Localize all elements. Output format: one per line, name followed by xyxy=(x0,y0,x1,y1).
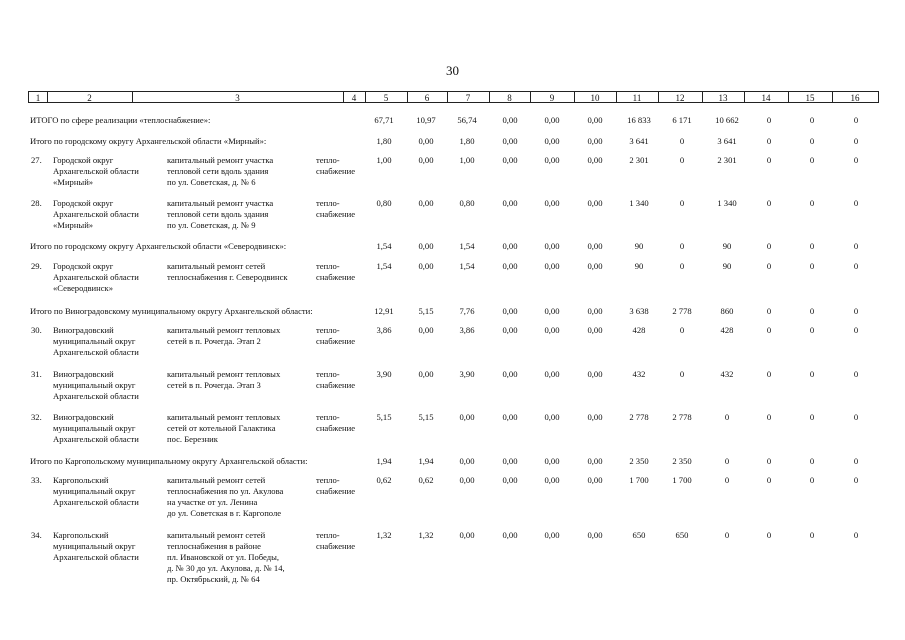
value-cell: 0,00 xyxy=(544,325,560,335)
value-cell: 3,86 xyxy=(376,325,392,335)
total-row-label: Итого по городскому округу Архангельской области «Мирный»: xyxy=(30,136,267,146)
value-cell: 0,00 xyxy=(587,198,603,208)
value-cell: 0 xyxy=(766,241,772,251)
sphere-cell: тепло- снабжение xyxy=(316,412,356,433)
value-cell: 3,90 xyxy=(459,369,475,379)
work-description-cell: капитальный ремонт сетей теплоснабжения в районе пл. Ивановской от ул. Победы, д. № 30 до ул. Акулова, д. № 14, пр. Октябрьский, д. № 64 xyxy=(167,530,285,584)
page-number: 30 xyxy=(446,63,459,78)
value-cell: 0,00 xyxy=(544,412,560,422)
municipality-cell: Городской округ Архангельской области «Северодвинск» xyxy=(53,261,139,293)
sphere-cell: тепло- снабжение xyxy=(316,198,356,219)
value-cell: 1,54 xyxy=(376,241,392,251)
value-cell: 0,00 xyxy=(544,475,560,485)
value-cell: 0 xyxy=(679,261,685,271)
row-number: 31. xyxy=(31,369,42,379)
value-cell: 0 xyxy=(766,412,772,422)
municipality-cell: Городской округ Архангельской области «Мирный» xyxy=(53,155,139,187)
sphere-cell: тепло- снабжение xyxy=(316,369,356,390)
header-cell: 10 xyxy=(574,91,617,103)
value-cell: 0,00 xyxy=(418,136,434,146)
value-cell: 0,62 xyxy=(418,475,434,485)
value-cell: 0,00 xyxy=(418,198,434,208)
work-description-cell: капитальный ремонт тепловых сетей в п. Рочегда. Этап 2 xyxy=(167,325,281,346)
value-cell: 0 xyxy=(853,241,859,251)
value-cell: 2 778 xyxy=(672,306,692,316)
row-number: 29. xyxy=(31,261,42,271)
value-cell: 2 350 xyxy=(672,456,692,466)
value-cell: 0,62 xyxy=(376,475,392,485)
value-cell: 10 662 xyxy=(715,115,739,125)
row-number: 27. xyxy=(31,155,42,165)
sphere-cell: тепло- снабжение xyxy=(316,325,356,346)
value-cell: 860 xyxy=(720,306,734,316)
municipality-cell: Виноградовский муниципальный округ Архангельской области xyxy=(53,369,139,401)
value-cell: 0,00 xyxy=(418,261,434,271)
value-cell: 0,00 xyxy=(544,261,560,271)
value-cell: 0 xyxy=(853,306,859,316)
header-cell: 4 xyxy=(343,91,366,103)
value-cell: 56,74 xyxy=(457,115,477,125)
value-cell: 0,00 xyxy=(502,412,518,422)
value-cell: 0 xyxy=(679,155,685,165)
value-cell: 0 xyxy=(724,475,730,485)
value-cell: 1 700 xyxy=(672,475,692,485)
value-cell: 0,00 xyxy=(502,325,518,335)
value-cell: 0,00 xyxy=(502,136,518,146)
value-cell: 0 xyxy=(679,241,685,251)
value-cell: 0,00 xyxy=(587,369,603,379)
value-cell: 10,97 xyxy=(416,115,436,125)
value-cell: 0,00 xyxy=(459,412,475,422)
value-cell: 0 xyxy=(809,412,815,422)
value-cell: 0,00 xyxy=(502,155,518,165)
value-cell: 0 xyxy=(853,369,859,379)
header-cell: 14 xyxy=(744,91,789,103)
value-cell: 90 xyxy=(634,241,644,251)
total-row-label: Итого по городскому округу Архангельской области «Северодвинск»: xyxy=(30,241,287,251)
value-cell: 0 xyxy=(853,530,859,540)
value-cell: 0 xyxy=(809,530,815,540)
value-cell: 90 xyxy=(722,241,732,251)
value-cell: 1,94 xyxy=(418,456,434,466)
value-cell: 0 xyxy=(766,325,772,335)
work-description-cell: капитальный ремонт сетей теплоснабжения по ул. Акулова на участке от ул. Ленина до ул. Советская в г. Каргополе xyxy=(167,475,284,518)
work-description-cell: капитальный ремонт сетей теплоснабжения г. Северодвинск xyxy=(167,261,288,282)
municipality-cell: Городской округ Архангельской области «Мирный» xyxy=(53,198,139,230)
municipality-cell: Виноградовский муниципальный округ Архангельской области xyxy=(53,412,139,444)
value-cell: 1,94 xyxy=(376,456,392,466)
value-cell: 0,00 xyxy=(502,261,518,271)
value-cell: 0 xyxy=(853,198,859,208)
value-cell: 0,00 xyxy=(544,456,560,466)
value-cell: 432 xyxy=(720,369,734,379)
municipality-cell: Виноградовский муниципальный округ Архангельской области xyxy=(53,325,139,357)
value-cell: 0,00 xyxy=(544,241,560,251)
value-cell: 0,00 xyxy=(502,198,518,208)
value-cell: 0 xyxy=(679,136,685,146)
value-cell: 0 xyxy=(809,198,815,208)
value-cell: 0,00 xyxy=(544,369,560,379)
value-cell: 0 xyxy=(809,136,815,146)
header-cell: 2 xyxy=(47,91,133,103)
value-cell: 0,00 xyxy=(587,155,603,165)
value-cell: 650 xyxy=(675,530,689,540)
header-cell: 13 xyxy=(702,91,745,103)
value-cell: 2 778 xyxy=(672,412,692,422)
value-cell: 0,00 xyxy=(544,115,560,125)
header-cell: 7 xyxy=(447,91,490,103)
value-cell: 0,00 xyxy=(418,241,434,251)
value-cell: 0 xyxy=(809,241,815,251)
value-cell: 0,00 xyxy=(544,155,560,165)
value-cell: 650 xyxy=(632,530,646,540)
value-cell: 0 xyxy=(853,155,859,165)
total-row-label: ИТОГО по сфере реализации «теплоснабжение»: xyxy=(30,115,211,125)
value-cell: 67,71 xyxy=(374,115,394,125)
value-cell: 0 xyxy=(766,530,772,540)
value-cell: 0 xyxy=(766,475,772,485)
header-cell: 16 xyxy=(832,91,879,103)
value-cell: 3,90 xyxy=(376,369,392,379)
value-cell: 0,00 xyxy=(502,456,518,466)
value-cell: 0,80 xyxy=(376,198,392,208)
value-cell: 0 xyxy=(809,456,815,466)
value-cell: 0 xyxy=(679,369,685,379)
value-cell: 2 350 xyxy=(629,456,649,466)
value-cell: 0,00 xyxy=(587,261,603,271)
value-cell: 0,00 xyxy=(502,475,518,485)
value-cell: 2 778 xyxy=(629,412,649,422)
header-cell: 9 xyxy=(530,91,575,103)
value-cell: 0,00 xyxy=(587,456,603,466)
total-row-label: Итого по Каргопольскому муниципальному округу Архангельской области: xyxy=(30,456,308,466)
value-cell: 0,00 xyxy=(544,306,560,316)
value-cell: 5,15 xyxy=(418,412,434,422)
value-cell: 0,00 xyxy=(418,369,434,379)
row-number: 32. xyxy=(31,412,42,422)
row-number: 33. xyxy=(31,475,42,485)
value-cell: 0 xyxy=(766,261,772,271)
value-cell: 0,00 xyxy=(459,456,475,466)
value-cell: 0 xyxy=(766,155,772,165)
value-cell: 1,54 xyxy=(459,241,475,251)
value-cell: 0,00 xyxy=(587,136,603,146)
value-cell: 1,00 xyxy=(376,155,392,165)
value-cell: 0,00 xyxy=(587,241,603,251)
sphere-cell: тепло- снабжение xyxy=(316,155,356,176)
value-cell: 0,00 xyxy=(587,530,603,540)
value-cell: 0 xyxy=(679,325,685,335)
value-cell: 0 xyxy=(853,325,859,335)
value-cell: 0 xyxy=(766,369,772,379)
value-cell: 0,00 xyxy=(587,325,603,335)
value-cell: 0,00 xyxy=(502,530,518,540)
row-number: 34. xyxy=(31,530,42,540)
value-cell: 0 xyxy=(766,136,772,146)
work-description-cell: капитальный ремонт тепловых сетей от котельной Галактика пос. Березник xyxy=(167,412,281,444)
value-cell: 0,00 xyxy=(544,198,560,208)
value-cell: 0,00 xyxy=(502,306,518,316)
value-cell: 1,54 xyxy=(376,261,392,271)
value-cell: 12,91 xyxy=(374,306,394,316)
value-cell: 3 641 xyxy=(717,136,737,146)
value-cell: 0 xyxy=(724,412,730,422)
value-cell: 1,00 xyxy=(459,155,475,165)
header-cell: 15 xyxy=(788,91,833,103)
row-number: 28. xyxy=(31,198,42,208)
municipality-cell: Каргопольский муниципальный округ Архангельской области xyxy=(53,530,139,562)
value-cell: 0 xyxy=(766,198,772,208)
value-cell: 0,00 xyxy=(502,115,518,125)
value-cell: 6 171 xyxy=(672,115,692,125)
value-cell: 1,80 xyxy=(376,136,392,146)
value-cell: 16 833 xyxy=(627,115,651,125)
value-cell: 0 xyxy=(809,115,815,125)
value-cell: 0 xyxy=(809,475,815,485)
value-cell: 2 301 xyxy=(717,155,737,165)
work-description-cell: капитальный ремонт участка тепловой сети вдоль здания по ул. Советская, д. № 6 xyxy=(167,155,274,187)
header-cell: 12 xyxy=(658,91,703,103)
value-cell: 0 xyxy=(724,530,730,540)
value-cell: 1,80 xyxy=(459,136,475,146)
value-cell: 0 xyxy=(724,456,730,466)
value-cell: 1 700 xyxy=(629,475,649,485)
value-cell: 0,80 xyxy=(459,198,475,208)
value-cell: 5,15 xyxy=(376,412,392,422)
value-cell: 0 xyxy=(679,198,685,208)
row-number: 30. xyxy=(31,325,42,335)
sphere-cell: тепло- снабжение xyxy=(316,261,356,282)
value-cell: 0 xyxy=(853,115,859,125)
value-cell: 0,00 xyxy=(544,530,560,540)
value-cell: 3 641 xyxy=(629,136,649,146)
header-cell: 5 xyxy=(365,91,408,103)
value-cell: 0 xyxy=(809,306,815,316)
value-cell: 3 638 xyxy=(629,306,649,316)
value-cell: 1,54 xyxy=(459,261,475,271)
header-cell: 3 xyxy=(132,91,344,103)
value-cell: 1,32 xyxy=(418,530,434,540)
value-cell: 0 xyxy=(809,155,815,165)
value-cell: 428 xyxy=(720,325,734,335)
value-cell: 432 xyxy=(632,369,646,379)
value-cell: 0,00 xyxy=(459,475,475,485)
value-cell: 0 xyxy=(766,115,772,125)
value-cell: 0,00 xyxy=(502,241,518,251)
value-cell: 0,00 xyxy=(587,306,603,316)
value-cell: 2 301 xyxy=(629,155,649,165)
value-cell: 0,00 xyxy=(587,115,603,125)
value-cell: 1 340 xyxy=(629,198,649,208)
value-cell: 428 xyxy=(632,325,646,335)
sphere-cell: тепло- снабжение xyxy=(316,475,356,496)
total-row-label: Итого по Виноградовскому муниципальному округу Архангельской области: xyxy=(30,306,313,316)
work-description-cell: капитальный ремонт участка тепловой сети вдоль здания по ул. Советская, д. № 9 xyxy=(167,198,274,230)
header-cell: 8 xyxy=(489,91,531,103)
value-cell: 0 xyxy=(853,261,859,271)
value-cell: 5,15 xyxy=(418,306,434,316)
value-cell: 1,32 xyxy=(376,530,392,540)
value-cell: 0,00 xyxy=(544,136,560,146)
value-cell: 3,86 xyxy=(459,325,475,335)
value-cell: 90 xyxy=(634,261,644,271)
value-cell: 0,00 xyxy=(418,155,434,165)
municipality-cell: Каргопольский муниципальный округ Архангельской области xyxy=(53,475,139,507)
value-cell: 0,00 xyxy=(587,412,603,422)
sphere-cell: тепло- снабжение xyxy=(316,530,356,551)
value-cell: 0 xyxy=(809,325,815,335)
value-cell: 0 xyxy=(809,369,815,379)
value-cell: 90 xyxy=(722,261,732,271)
value-cell: 1 340 xyxy=(717,198,737,208)
value-cell: 0 xyxy=(766,456,772,466)
value-cell: 0,00 xyxy=(502,369,518,379)
value-cell: 0 xyxy=(853,412,859,422)
work-description-cell: капитальный ремонт тепловых сетей в п. Рочегда. Этап 3 xyxy=(167,369,281,390)
value-cell: 0,00 xyxy=(418,325,434,335)
header-cell: 1 xyxy=(28,91,48,103)
value-cell: 7,76 xyxy=(459,306,475,316)
value-cell: 0 xyxy=(809,261,815,271)
value-cell: 0,00 xyxy=(459,530,475,540)
value-cell: 0 xyxy=(853,456,859,466)
header-cell: 6 xyxy=(407,91,448,103)
value-cell: 0 xyxy=(853,136,859,146)
value-cell: 0 xyxy=(766,306,772,316)
value-cell: 0,00 xyxy=(587,475,603,485)
header-cell: 11 xyxy=(616,91,659,103)
value-cell: 0 xyxy=(853,475,859,485)
